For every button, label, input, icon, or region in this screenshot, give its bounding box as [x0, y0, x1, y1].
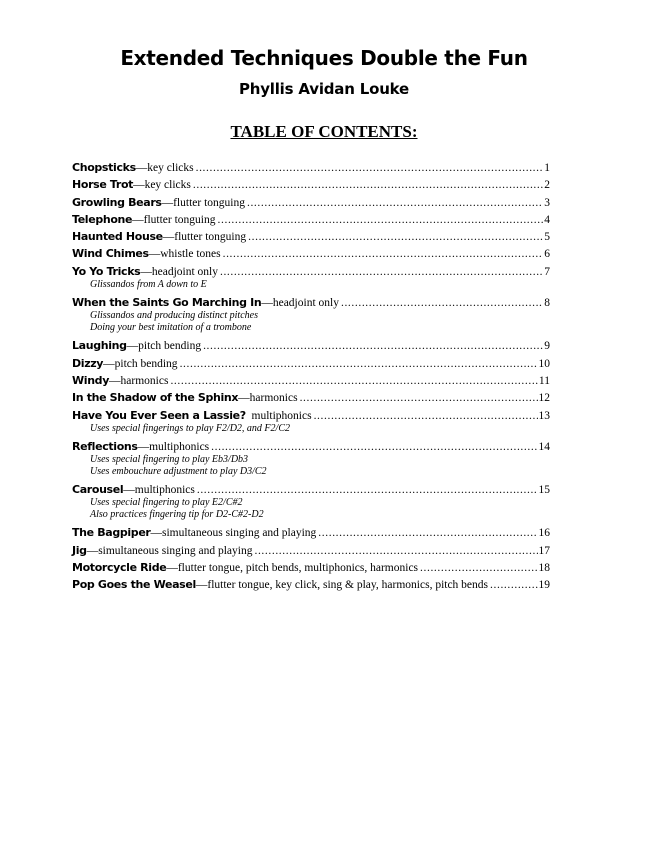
page-number: 19	[538, 579, 550, 592]
song-title: Dizzy	[72, 356, 104, 370]
page-number: 16	[538, 527, 550, 540]
entry-note: Glissandos from A down to E	[90, 279, 207, 291]
page-number: 6	[544, 248, 550, 261]
technique-description: —simultaneous singing and playing	[86, 544, 253, 557]
dot-leader	[420, 560, 537, 577]
toc-entry-title	[72, 372, 168, 390]
toc-entry-line	[72, 194, 550, 211]
toc-entry	[72, 481, 550, 521]
dot-leader	[223, 246, 544, 263]
dot-leader	[218, 212, 544, 229]
table-of-contents	[72, 159, 550, 594]
page-number: 10	[538, 357, 550, 370]
song-title: Wind Chimes	[72, 247, 149, 261]
dot-leader	[193, 177, 543, 194]
toc-entry-title	[72, 211, 216, 229]
song-title: Horse Trot	[72, 178, 134, 192]
toc-entry-title	[72, 245, 221, 263]
toc-entry-title	[72, 355, 178, 373]
toc-entry-line	[72, 559, 550, 576]
toc-entry-title	[72, 159, 194, 177]
page-number: 5	[544, 231, 550, 244]
page-number: 11	[538, 374, 550, 387]
toc-entry-title	[72, 337, 201, 355]
toc-entry	[72, 294, 550, 334]
toc-entry-title	[72, 542, 252, 560]
toc-entry	[72, 245, 550, 262]
technique-description: —flutter tongue, key click, sing & play, harmonics, pitch bends	[195, 579, 489, 592]
page-number: 4	[544, 213, 550, 226]
toc-entry-line	[72, 263, 550, 280]
toc-entry-line	[72, 159, 550, 176]
technique-description: —pitch bending	[126, 340, 202, 353]
entry-note: Also practices fingering tip for D2-C#2-D2	[90, 509, 264, 521]
toc-entry	[72, 372, 550, 389]
technique-description: —flutter tongue, pitch bends, multiphonics, harmonics	[166, 562, 419, 575]
page-number: 2	[544, 179, 550, 192]
song-title: Motorcycle Ride	[72, 561, 167, 575]
dot-leader	[341, 295, 543, 312]
dot-leader	[490, 577, 537, 594]
toc-entry-line	[72, 576, 550, 593]
dot-leader	[203, 338, 543, 355]
song-title: Have You Ever Seen a Lassie?	[72, 408, 246, 422]
toc-entry-line	[72, 438, 550, 455]
technique-description: —pitch bending	[103, 357, 178, 370]
song-title: Windy	[72, 373, 110, 387]
page-number: 7	[544, 265, 550, 278]
song-title: Laughing	[72, 339, 127, 353]
toc-entry	[72, 263, 550, 291]
song-title: Jig	[72, 543, 87, 557]
toc-entry-title	[72, 389, 298, 407]
toc-entry-line	[72, 245, 550, 262]
toc-entry-line	[72, 481, 550, 498]
technique-description: —flutter tonguing	[162, 231, 247, 244]
song-title: Yo Yo Tricks	[72, 264, 141, 278]
technique-description: —harmonics	[238, 392, 298, 405]
dot-leader	[248, 229, 543, 246]
song-title: When the Saints Go Marching In	[72, 296, 262, 310]
technique-description: —simultaneous singing and playing	[150, 527, 317, 540]
dot-leader	[170, 373, 537, 390]
dot-leader	[196, 160, 544, 177]
song-title: In the Shadow of the Sphinx	[72, 391, 239, 405]
page-number: 14	[538, 440, 550, 453]
dot-leader	[314, 408, 538, 425]
entry-note: Uses special fingerings to play F2/D2, and F2/C2	[90, 422, 290, 434]
dot-leader	[318, 525, 537, 542]
technique-description: —headjoint only	[140, 265, 218, 278]
dot-leader	[180, 356, 538, 373]
song-title: Growling Bears	[72, 195, 162, 209]
toc-entry-title	[72, 524, 316, 542]
song-title: Chopsticks	[72, 161, 136, 174]
entry-note: Uses special fingering to play Eb3/Db3	[90, 454, 249, 466]
entry-notes	[72, 454, 550, 478]
toc-entry	[72, 389, 550, 406]
toc-entry-title	[72, 576, 488, 594]
technique-description: —flutter tonguing	[161, 196, 245, 209]
toc-entry-line	[72, 176, 550, 193]
entry-note: Doing your best imitation of a trombone	[90, 322, 252, 334]
dot-leader	[254, 543, 537, 560]
page-number: 8	[544, 297, 550, 310]
toc-entry-line	[72, 211, 550, 228]
dot-leader	[247, 195, 543, 212]
entry-notes	[72, 310, 550, 334]
toc-entry-line	[72, 407, 550, 424]
dot-leader	[300, 390, 538, 407]
page-number: 15	[538, 484, 550, 497]
song-title: Pop Goes the Weasel	[72, 578, 196, 592]
toc-entry-title	[72, 176, 191, 194]
entry-note: Glissandos and producing distinct pitches	[90, 310, 258, 322]
toc-entry	[72, 576, 550, 593]
technique-description: —key clicks	[135, 162, 194, 174]
toc-entry	[72, 524, 550, 541]
toc-entry	[72, 542, 550, 559]
toc-entry	[72, 194, 550, 211]
song-title: Reflections	[72, 439, 138, 453]
page-number: 17	[538, 544, 550, 557]
toc-entry-line	[72, 389, 550, 406]
author-name: Phyllis Avidan Louke	[238, 80, 410, 98]
dot-leader	[197, 482, 538, 499]
toc-entry-line	[72, 294, 550, 311]
dot-leader	[220, 264, 543, 281]
technique-description: —headjoint only	[261, 297, 339, 310]
toc-entry	[72, 407, 550, 435]
toc-entry	[72, 559, 550, 576]
toc-entry	[72, 211, 550, 228]
technique-description: —flutter tonguing	[132, 213, 216, 226]
song-title: Haunted House	[72, 230, 163, 244]
technique-description: —multiphonics	[137, 440, 210, 453]
book-title: Extended Techniques Double the Fun	[120, 46, 528, 70]
song-title: The Bagpiper	[72, 526, 151, 540]
toc-entry-line	[72, 228, 550, 245]
toc-entry-line	[72, 524, 550, 541]
toc-entry-line	[72, 542, 550, 559]
toc-entry-title	[72, 194, 245, 212]
technique-description: —multiphonics	[123, 484, 195, 497]
technique-description: —key clicks	[133, 179, 191, 192]
entry-notes	[72, 497, 550, 521]
page-number: 18	[538, 562, 550, 575]
technique-description: —whistle tones	[148, 248, 221, 261]
dot-leader	[211, 439, 537, 456]
technique-description: —harmonics	[109, 374, 169, 387]
toc-entry-line	[72, 337, 550, 354]
page-number: 9	[544, 340, 550, 353]
page-number: 3	[544, 196, 550, 209]
technique-description: multiphonics	[245, 409, 312, 422]
toc-entry	[72, 438, 550, 478]
toc-entry	[72, 228, 550, 245]
page-number: 13	[538, 409, 550, 422]
page-number: 1	[544, 162, 550, 174]
toc-entry	[72, 176, 550, 193]
entry-note: Uses embouchure adjustment to play D3/C2	[90, 466, 267, 478]
toc-heading: TABLE OF CONTENTS:	[230, 122, 418, 141]
page-number: 12	[538, 392, 550, 405]
song-title: Telephone	[72, 212, 133, 226]
toc-entry	[72, 159, 550, 176]
toc-entry	[72, 355, 550, 372]
toc-entry-title	[72, 559, 418, 577]
toc-entry-line	[72, 372, 550, 389]
song-title: Carousel	[72, 483, 124, 497]
toc-entry	[72, 337, 550, 354]
toc-entry-line	[72, 355, 550, 372]
entry-note: Uses special fingering to play E2/C#2	[90, 497, 243, 509]
toc-entry-title	[72, 228, 246, 246]
